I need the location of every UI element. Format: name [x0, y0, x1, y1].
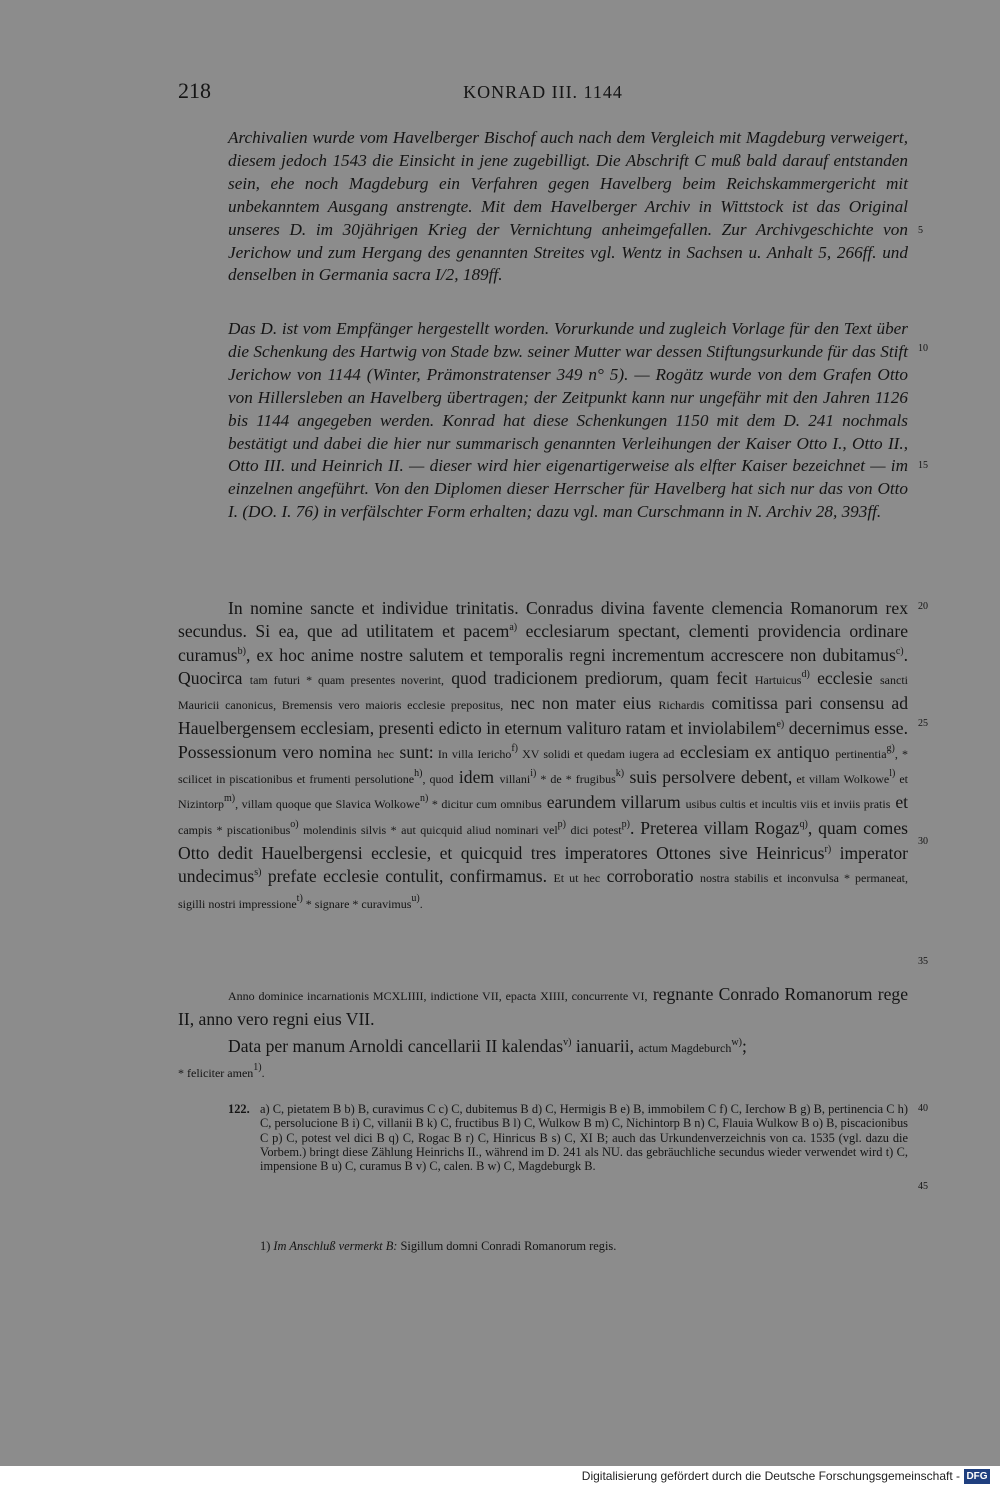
variant-notes	[228, 1102, 908, 1173]
dfg-logo: DFG	[964, 1469, 990, 1484]
diploma-text: In nomine sancte et individue trinitatis. Conradus divina favente clemencia Romanorum rex secundus. Si ea, que ad utilitatem et pacem$^{a)}$ ecclesiarum spectant, clementi providencia ordinare curamus$^{b)}$, ex hoc anime nostre salutem et temporalis regni incrementum accrescere non dubitamus$^{c)}$. Quocirca tam futuri * quam presentes noverint, quod tradicionem prediorum, quam fecit Hartuicus$^{d)}$ ecclesie sancti Mauricii canonicus, Bremensis vero maioris ecclesie prepositus, nec non mater eius Richardis comitissa pari consensu ad Hauelbergensem ecclesiam, presenti edicto in eternum valiturо ratam et inviolabilem$^{e)}$ decernimus esse. Possessionum vero nomina hec sunt: In villa Iericho$^{f)}$ XV solidi et quedam iugera ad ecclesiam ex antiquo pertinentia$^{g)}$, * scilicet in piscationibus et frumenti persolutione$^{h)}$, quod idem villani$^{i)}$ * de * frugibus$^{k)}$ suis persolvere debent, et villam Wolkowe$^{l)}$ et Nizintorp$^{m)}$, villam quoque que Slavica Wolkowe$^{n)}$ * dicitur cum omnibus earundem villarum usibus cultis et incultis viis et inviis pratis et campis * piscationibus$^{o)}$ molendinis silvis * aut quicquid aliud nominari vel$^{p)}$ dici potest$^{p)}$. Preterea villam Rogaz$^{q)}$, quam comes Otto dedit Hauelbergensi ecclesie, et quicquid tres imperatores Ottones sive Heinricus$^{r)}$ imperator undecimus$^{s)}$ prefate ecclesie contulit, confirmamus. Et ut hec corroboratio nostra stabilis et inconvulsa * permaneat, sigilli nostri impressione$^{t)}$ * signare * curavimus$^{u)}$.	[178, 598, 909, 911]
line-number: 35	[918, 956, 928, 967]
line-number: 40	[918, 1103, 928, 1114]
line-number: 30	[918, 836, 928, 847]
footnote: 1) Im Anschluß vermerkt B: Sigillum domni Conradi Romanorum regis.	[260, 1239, 617, 1253]
data-clause: Data per manum Arnoldi cancellarii II kalendas$^{v)}$ ianuarii, actum Magdeburch$^{w)}$; * feliciter amen$^{1)}$.	[178, 1036, 747, 1081]
page-number: 218	[178, 78, 211, 103]
line-number: 25	[918, 718, 928, 729]
running-title: KONRAD III. 1144	[463, 82, 623, 102]
notes-label: 122.	[228, 1102, 250, 1116]
page-header	[178, 78, 908, 108]
line-number: 20	[918, 601, 928, 612]
dating-clause: Anno dominice incarnationis MCXLIIII, indictione VII, epacta XIIII, concurrente VI, regnante Conrado Romanorum rege II, anno vero regni eius VII.	[178, 984, 909, 1030]
intro-paragraph-2: Das D. ist vom Empfänger hergestellt worden. Vorurkunde und zugleich Vorlage für den Text über die Schenkung des Hartwig von Stade bzw. seiner Mutter war dessen Stiftungsurkunde für das Stift Jerichow von 1144 (Winter, Prämonstratenser 349 n° 5). — Rogätz wurde von dem Grafen Otto von Hillersleben an Havelberg übertragen; der Zeitpunkt kann nur ungefähr mit den Jahren 1126 bis 1144 angegeben werden. Konrad hat diese Schenkungen 1150 mit dem D. 241 nochmals bestätigt und dabei die hier nur summarisch genannten Verleihungen der Kaiser Otto I., Otto II., Otto III. und Heinrich II. — dieser wird hier eigenartigerweise als elfter Kaiser bezeichnet — im einzelnen angeführt. Von den Diplomen dieser Herrscher für Havelberg hat sich nur das von Otto I. (DO. I. 76) in verfälschter Form erhalten; dazu vgl. man Curschmann in N. Archiv 28, 393ff.	[228, 319, 908, 522]
notes-body: a) C, pietatem B b) B, curavimus C c) C, dubitemus B d) C, Hermigis B e) B, immobilem C f) C, Ierchow B g) B, pertinencia C h) C, persolucione B i) C, villanii B k) C, fructibus B l) C, Wulkow B m) C, Nichintorp B n) C, Flauia Wulkow B o) B, piscacionibus C p) C, potest vel dici B q) C, Rogac B r) C, Hinricus B s) C, XI B; auch das Urkundenverzeichnis von ca. 1535 (vgl. dazu die Vorbem.) bringt diese Zählung Heinrichs II., während im D. 241 als NU. das gebräuchliche secundus wieder verwendet wird t) C, impensione B u) C, curamus B v) C, calen. B w) C, Magdeburgk B.	[260, 1102, 908, 1174]
line-number: 5	[918, 225, 923, 236]
line-number: 45	[918, 1181, 928, 1192]
intro-paragraph-1: Archivalien wurde vom Havelberger Bischof auch nach dem Vergleich mit Magdeburg verweigert, diesem jedoch 1543 die Einsicht in jene zugebilligt. Die Abschrift C muß bald darauf entstanden sein, ehe noch Magdeburg ein Verfahren gegen Havelberg beim Reichskammergericht mit unbekanntem Ausgang anstrengte. Mit dem Havelberger Archiv in Wittstock ist das Original unseres D. im 30jährigen Krieg der Vernichtung anheimgefallen. Zur Archivgeschichte von Jerichow und zum Hergang des genannten Streites vgl. Wentz in Sachsen u. Anhalt 5, 266ff. und denselben in Germania sacra I/2, 189ff.	[228, 128, 908, 285]
line-number: 15	[918, 460, 928, 471]
footer-bar	[0, 1466, 1000, 1488]
funding-notice: Digitalisierung gefördert durch die Deutsche Forschungsgemeinschaft -	[581, 1469, 960, 1483]
line-number: 10	[918, 343, 928, 354]
